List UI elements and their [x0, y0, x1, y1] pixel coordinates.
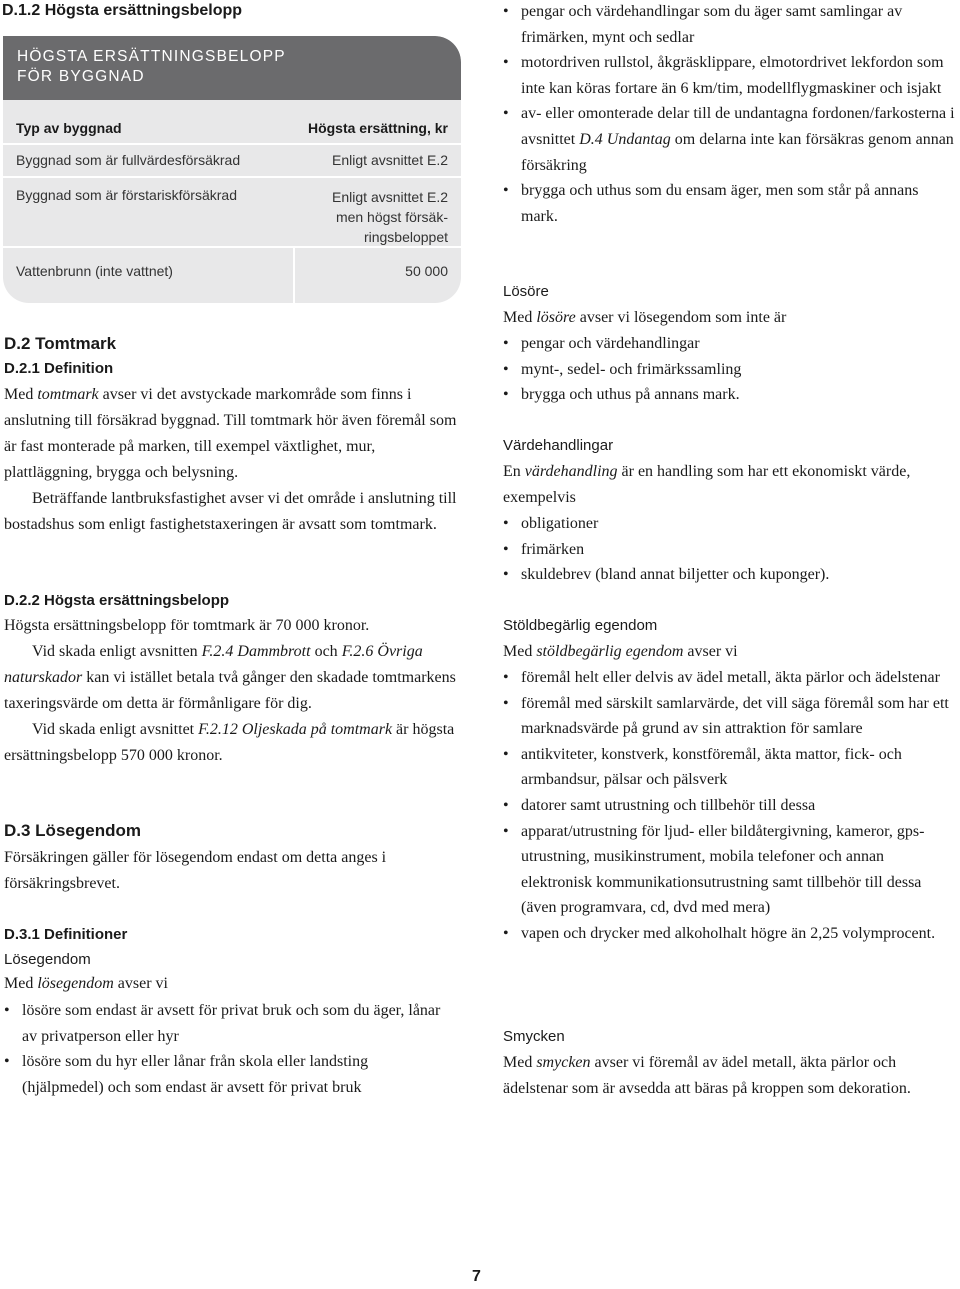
list-item: • mynt-, sedel- och frimärkssamling	[503, 357, 959, 383]
d22-paragraphs	[4, 613, 458, 769]
table-col1-header: Typ av byggnad	[16, 120, 122, 136]
list-item: • frimärken	[503, 537, 959, 563]
losegendom-list	[4, 998, 452, 1100]
section-heading-d21: D.2.1 Definition	[4, 360, 114, 377]
list-item: • föremål helt eller delvis av ädel metall, äkta pärlor och ädelstenar	[503, 665, 959, 691]
section-heading-d22: D.2.2 Högsta ersättningsbelopp	[4, 592, 230, 609]
list-item: • antikviteter, konstverk, konstföremål, äkta mattor, fick- och armbandsur, pälsar och pälsverk	[503, 742, 959, 793]
compensation-table	[3, 36, 461, 303]
losegendom-intro	[4, 971, 458, 997]
reference: F.2.4 Dammbrott	[201, 643, 311, 660]
d22-paragraph-3	[4, 717, 458, 769]
table-row1-type: Byggnad som är fullvärdesförsäkrad	[16, 152, 241, 168]
excluded-items-list	[503, 0, 959, 229]
section-heading-d12: D.1.2 Högsta ersättningsbelopp	[2, 2, 243, 19]
term: tomtmark	[37, 386, 99, 403]
text: är en handling som har ett ekonomiskt värde, exempelvis	[503, 463, 911, 506]
d22-paragraph-2	[4, 639, 458, 717]
list-item: • brygga och uthus på annans mark.	[503, 382, 959, 408]
text: avser vi det avstyckade markområde som finns i anslutning till försäkrad byggnad. Till tomtmark hör även föremål som är fast monterade på marken, till exempel växtlighet, mur, plattläggning, brygga och belysning.	[4, 386, 457, 481]
table-column-divider	[293, 246, 295, 303]
text: om delarna inte kan försäkras genom annan försäkring	[521, 130, 954, 174]
text: avser vi	[113, 975, 168, 992]
losore-intro	[503, 305, 959, 331]
vardehandlingar-intro	[503, 459, 959, 511]
text: Med	[4, 386, 38, 403]
subheading-vardehandlingar: Värdehandlingar	[503, 437, 614, 454]
table-row2-value	[332, 187, 448, 247]
page-number: 7	[472, 1268, 481, 1285]
table-row2-type: Byggnad som är förstariskförsäkrad	[16, 187, 237, 203]
table-row2-value-line: Enligt avsnittet E.2	[332, 189, 448, 205]
table-title-bar	[3, 36, 461, 100]
table-title: HÖGSTA ERSÄTTNINGSBELOPP FÖR BYGGNAD	[17, 48, 286, 85]
section-heading-d3: D.3 Lösegendom	[4, 821, 141, 840]
term: stöldbegärlig egendom	[536, 643, 684, 660]
table-row3-value: 50 000	[405, 263, 448, 279]
table-row3-type: Vattenbrunn (inte vattnet)	[16, 263, 173, 279]
text: av- eller omonterade delar till de undantagna fordonen/farkosterna i avsnittet	[521, 105, 955, 148]
term: lösöre	[536, 309, 576, 326]
reference: D.4 Undantag	[579, 130, 671, 148]
list-item: • lösöre som du hyr eller lånar från skola eller landsting (hjälpmedel) och som endast är avsett för privat bruk	[4, 1049, 452, 1100]
text: avser vi	[683, 643, 738, 660]
list-item: • vapen och drycker med alkoholhalt högre än 2,25 volymprocent.	[503, 921, 959, 947]
subheading-stoldbegarlig: Stöldbegärlig egendom	[503, 617, 658, 634]
reference: F.2.12 Oljeskada på tomtmark	[198, 721, 393, 738]
table-divider	[3, 143, 461, 145]
text: och	[310, 643, 342, 660]
smycken-paragraph	[503, 1050, 959, 1102]
subheading-losegendom: Lösegendom	[4, 951, 91, 968]
text: kan vi istället betala två gånger den skadade tomtmarkens taxeringsvärde om detta är förmånligare för dig.	[4, 669, 456, 712]
d22-paragraph-1: Högsta ersättningsbelopp för tomtmark är 70 000 kronor.	[4, 617, 370, 634]
term: smycken	[536, 1054, 591, 1071]
subheading-losore: Lösöre	[503, 283, 549, 300]
text: En	[503, 463, 525, 480]
text: Vid skada enligt avsnittet	[32, 721, 199, 738]
vardehandlingar-list	[503, 511, 959, 588]
text: Med	[503, 643, 537, 660]
text: avser vi föremål av ädel metall, äkta pärlor och ädelstenar som är avsedda att bäras på kroppen som dekoration.	[503, 1054, 911, 1097]
table-row1-value: Enligt avsnittet E.2	[332, 152, 448, 168]
list-item	[503, 101, 959, 178]
text: Med	[4, 975, 38, 992]
reference: F.2.6 Övriga naturskador	[4, 643, 423, 686]
list-item: • obligationer	[503, 511, 959, 537]
term: lösegendom	[37, 975, 114, 992]
table-row2-value-line: ringsbeloppet	[363, 229, 448, 245]
d21-paragraph-1	[4, 382, 458, 538]
text: Med	[503, 309, 537, 326]
section-heading-d2: D.2 Tomtmark	[4, 334, 117, 353]
d21-paragraph-2: Beträffande lantbruksfastighet avser vi det område i anslutning till bostadshus som enligt fastighetstaxeringen är avsatt som tomtmark.	[4, 490, 457, 533]
text: är högsta ersättningsbelopp 570 000 kronor.	[4, 721, 455, 764]
text: avser vi lösegendom som inte är	[575, 309, 787, 326]
list-item: • datorer samt utrustning och tillbehör till dessa	[503, 793, 959, 819]
list-item: • pengar och värdehandlingar som du äger samt samlingar av frimärken, mynt och sedlar	[503, 0, 959, 50]
list-item: • föremål med särskilt samlarvärde, det vill säga föremål som har ett marknadsvärde på grund av sin attraktion för samlare	[503, 691, 959, 742]
term: värdehandling	[524, 463, 618, 480]
list-item: • brygga och uthus som du ensam äger, men som står på annans mark.	[503, 178, 959, 229]
table-col2-header: Högsta ersättning, kr	[307, 120, 448, 136]
section-heading-d31: D.3.1 Definitioner	[4, 926, 128, 943]
text: Med	[503, 1054, 537, 1071]
list-item: • lösöre som endast är avsett för privat bruk och som du äger, lånar av privatperson eller hyr	[4, 998, 452, 1049]
table-divider	[3, 176, 461, 178]
subheading-smycken: Smycken	[503, 1028, 565, 1045]
table-row2-value-line: men högst försäk-	[335, 209, 448, 225]
text: Vid skada enligt avsnitten	[32, 643, 202, 660]
d3-paragraph-1: Försäkringen gäller för lösegendom endast om detta anges i försäkringsbrevet.	[4, 849, 387, 892]
list-item: • motordriven rullstol, åkgräsklippare, elmotordrivet lekfordon som inte kan köras fortare än 6 km/tim, modellflygmaskiner och isjakt	[503, 50, 959, 101]
losore-list	[503, 331, 959, 408]
list-item: • skuldebrev (bland annat biljetter och kuponger).	[503, 562, 959, 588]
stoldbegarlig-intro	[503, 639, 959, 665]
stoldbegarlig-list	[503, 665, 959, 947]
table-divider	[3, 246, 461, 248]
list-item: • apparat/utrustning för ljud- eller bildåtergivning, kameror, gps-utrustning, musikinstrument, mobila telefoner och annan elektronisk kommunikationsutrustning samt tillbehör till dessa (även programvara, cd, dvd med mera)	[503, 819, 959, 921]
list-item: • pengar och värdehandlingar	[503, 331, 959, 357]
